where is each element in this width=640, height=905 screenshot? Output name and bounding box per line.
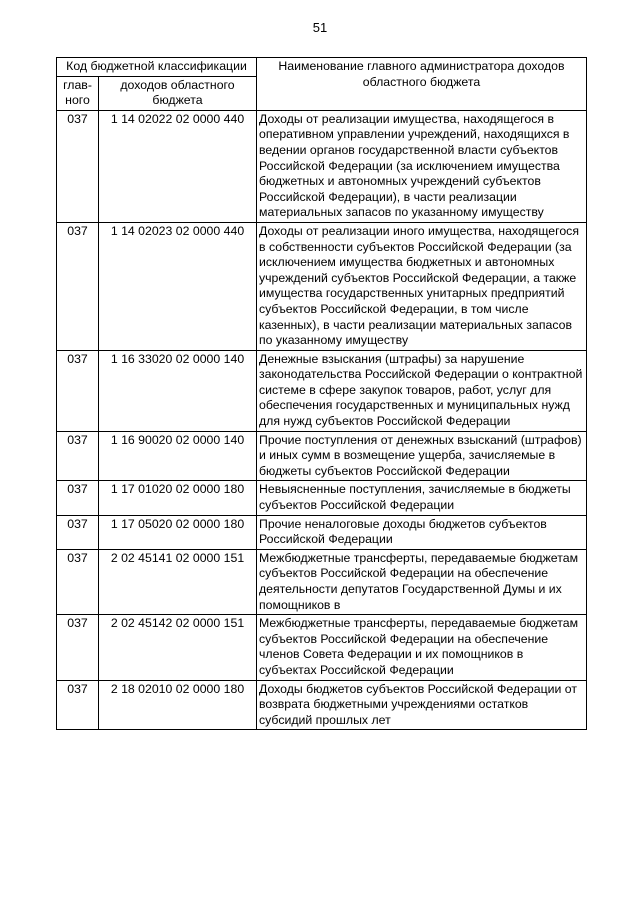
admin-name-cell: Прочие неналоговые доходы бюджетов субъектов Российской Федерации [257, 515, 587, 549]
income-code-header: доходов областного бюджета [99, 76, 257, 110]
table-row [57, 222, 587, 350]
income-code-cell: 1 14 02022 02 0000 440 [99, 110, 257, 222]
admin-name-cell: Доходы от реализации иного имущества, находящегося в собственности субъектов Российской Федерации (за исключением имущества бюджетных и автономных учреждений субъектов Российской Федерации, а также имущества государственных унитарных предприятий субъектов Российской Федерации, в том числе казенных), в части реализации материальных запасов по указанному имуществу [257, 222, 587, 350]
income-code-cell: 1 17 05020 02 0000 180 [99, 515, 257, 549]
table-row [57, 615, 587, 680]
income-code-cell: 1 14 02023 02 0000 440 [99, 222, 257, 350]
income-code-cell: 1 17 01020 02 0000 180 [99, 481, 257, 515]
table-row [57, 431, 587, 481]
admin-code-cell: 037 [57, 515, 99, 549]
admin-code-cell: 037 [57, 222, 99, 350]
admin-code-cell: 037 [57, 481, 99, 515]
admin-code-cell: 037 [57, 549, 99, 614]
chief-admin-code-header: глав- ного [57, 76, 99, 110]
admin-name-cell: Доходы от реализации имущества, находящегося в оперативном управлении учреждений, находящихся в ведении органов государственной власти субъектов Российской Федерации (за исключением имущества бюджетных и автономных учреждений субъектов Российской Федерации), в части реализации материальных запасов по указанному имуществу [257, 110, 587, 222]
table-row [57, 110, 587, 222]
admin-code-cell: 037 [57, 350, 99, 431]
admin-name-cell: Доходы бюджетов субъектов Российской Федерации от возврата бюджетными учреждениями остатков субсидий прошлых лет [257, 680, 587, 730]
admin-code-cell: 037 [57, 615, 99, 680]
table-row [57, 350, 587, 431]
table-row [57, 680, 587, 730]
income-code-cell: 2 02 45141 02 0000 151 [99, 549, 257, 614]
admin-name-cell: Межбюджетные трансферты, передаваемые бюджетам субъектов Российской Федерации на обеспечение членов Совета Федерации и их помощников в субъектах Российской Федерации [257, 615, 587, 680]
income-code-cell: 1 16 90020 02 0000 140 [99, 431, 257, 481]
admin-name-cell: Невыясненные поступления, зачисляемые в бюджеты субъектов Российской Федерации [257, 481, 587, 515]
table-row [57, 549, 587, 614]
admin-name-cell: Межбюджетные трансферты, передаваемые бюджетам субъектов Российской Федерации на обеспечение деятельности депутатов Государственной Думы и их помощников в [257, 549, 587, 614]
table-row [57, 481, 587, 515]
admin-code-cell: 037 [57, 110, 99, 222]
income-code-cell: 2 02 45142 02 0000 151 [99, 615, 257, 680]
income-code-cell: 2 18 02010 02 0000 180 [99, 680, 257, 730]
page-number: 51 [312, 20, 328, 35]
admin-name-header: Наименование главного администратора доходов областного бюджета [257, 58, 587, 111]
classification-header: Код бюджетной классификации [57, 58, 257, 77]
admin-code-cell: 037 [57, 431, 99, 481]
admin-name-cell: Прочие поступления от денежных взысканий (штрафов) и иных сумм в возмещение ущерба, зачисляемые в бюджеты субъектов Российской Федерации [257, 431, 587, 481]
admin-name-cell: Денежные взыскания (штрафы) за нарушение законодательства Российской Федерации о контрактной системе в сфере закупок товаров, работ, услуг для обеспечения государственных и муниципальных нужд для нужд субъектов Российской Федерации [257, 350, 587, 431]
budget-classification-table [56, 57, 587, 730]
table-row [57, 515, 587, 549]
income-code-cell: 1 16 33020 02 0000 140 [99, 350, 257, 431]
admin-code-cell: 037 [57, 680, 99, 730]
